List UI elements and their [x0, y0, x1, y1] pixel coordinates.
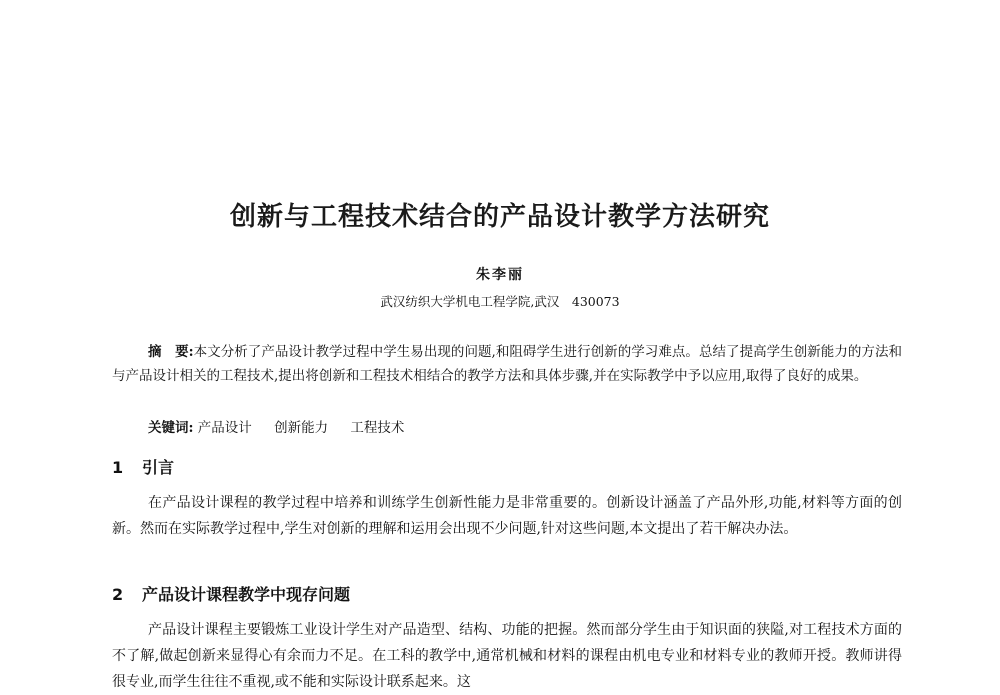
section-number: 2: [112, 585, 124, 604]
keyword-item: 创新能力: [274, 420, 329, 436]
author-name: 朱李丽: [476, 267, 524, 283]
keywords-label: 关键词:: [148, 420, 194, 436]
section-2-paragraph: 产品设计课程主要锻炼工业设计学生对产品造型、结构、功能的把握。然而部分学生由于知识面的狭隘,对工程技术方面的不了解,做起创新来显得心有余而力不足。在工科的教学中,通常机械和材料的课程由机电专业和材料专业的教师开授。教师讲得很专业,而学生往往不重视,或不能和实际设计联系起来。这: [112, 622, 902, 690]
author-affiliation: 武汉纺织大学机电工程学院,武汉 430073: [380, 294, 620, 309]
paper-title: 创新与工程技术结合的产品设计教学方法研究: [229, 202, 770, 232]
section-title: 产品设计课程教学中现存问题: [142, 585, 351, 604]
keyword-item: 产品设计: [197, 420, 252, 436]
abstract-block: [112, 340, 902, 388]
section-number: 1: [112, 458, 124, 477]
keyword-item: 工程技术: [350, 420, 405, 436]
section-1-paragraph: 在产品设计课程的教学过程中培养和训练学生创新性能力是非常重要的。创新设计涵盖了产品外形,功能,材料等方面的创新。然而在实际教学过程中,学生对创新的理解和运用会出现不少问题,针对这些问题,本文提出了若干解决办法。: [112, 495, 902, 537]
section-heading-2: [112, 582, 350, 605]
section-title: 引言: [142, 458, 175, 477]
section-heading-1: [112, 455, 174, 478]
abstract-text: 本文分析了产品设计教学过程中学生易出现的问题,和阻碍学生进行创新的学习难点。总结了提高学生创新能力的方法和与产品设计相关的工程技术,提出将创新和工程技术相结合的教学方法和具体步骤,并在实际教学中予以应用,取得了良好的成果。: [112, 344, 902, 384]
keywords-block: [148, 416, 422, 436]
abstract-label: 摘 要:: [148, 344, 194, 360]
